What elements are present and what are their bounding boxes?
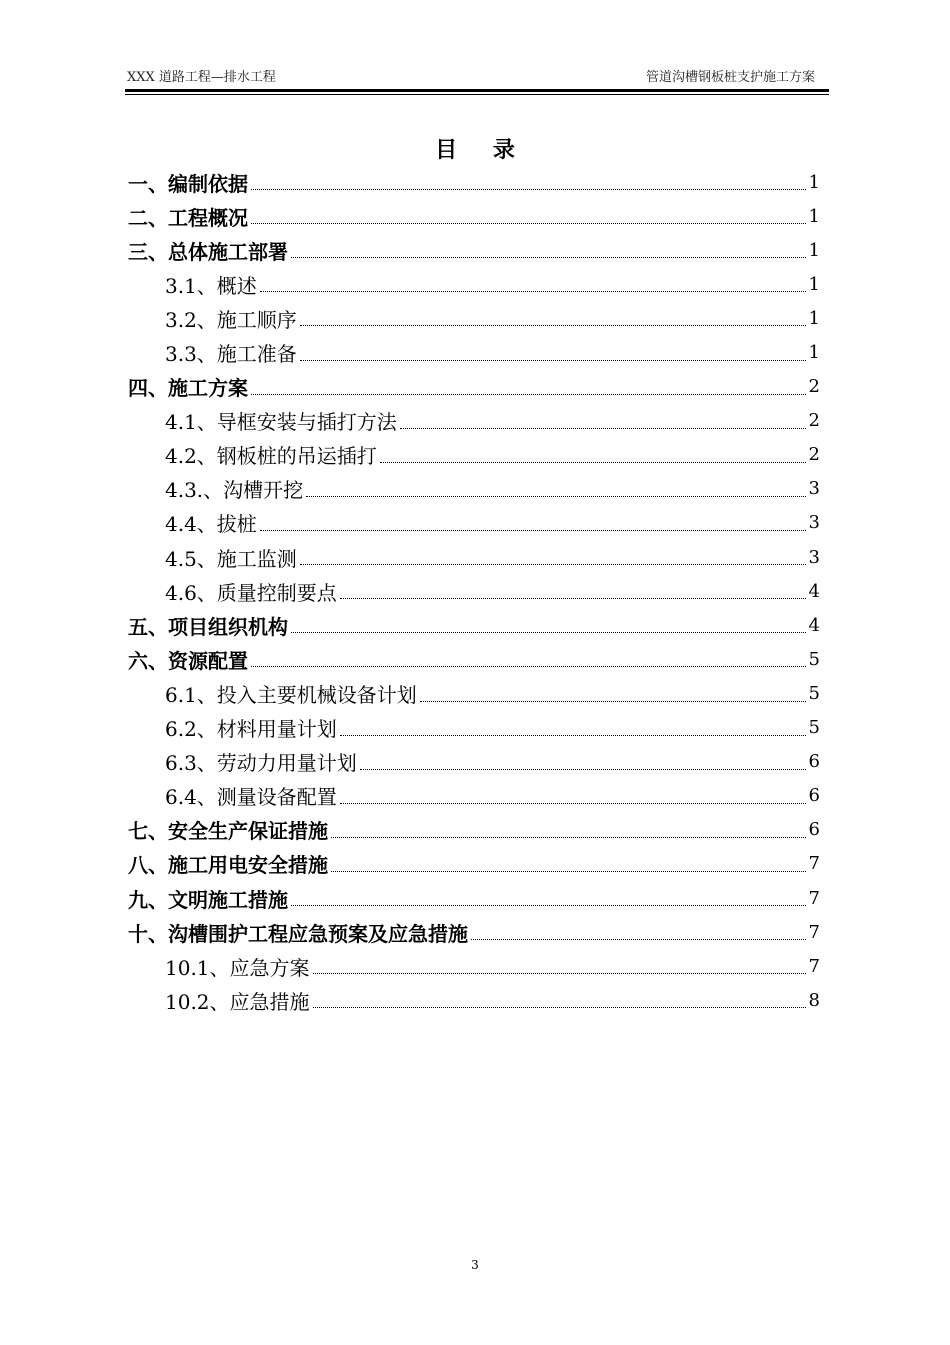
toc-entry-label: 九、文明施工措施 bbox=[128, 887, 288, 912]
toc-entry[interactable] bbox=[128, 472, 820, 506]
toc-entry[interactable] bbox=[128, 813, 820, 847]
toc-entry-page: 5 bbox=[808, 682, 820, 704]
toc-entry-label: 6.2、材料用量计划 bbox=[165, 717, 337, 742]
toc-dot-leader bbox=[340, 803, 806, 804]
toc-dot-leader bbox=[400, 428, 806, 429]
toc-dot-leader bbox=[340, 735, 806, 736]
toc-entry-label: 4.2、钢板桩的吊运插打 bbox=[165, 444, 377, 469]
toc-dot-leader bbox=[380, 462, 806, 463]
toc-entry[interactable] bbox=[128, 301, 820, 335]
toc-entry-page: 5 bbox=[808, 717, 820, 739]
toc-entry-label: 六、资源配置 bbox=[128, 648, 248, 673]
toc-dot-leader bbox=[291, 905, 806, 906]
toc-entry-label: 四、施工方案 bbox=[128, 376, 248, 401]
toc-entry-page: 2 bbox=[808, 410, 820, 432]
toc-entry-page: 1 bbox=[808, 307, 820, 329]
toc-entry-page: 7 bbox=[808, 853, 820, 875]
toc-entry-page: 6 bbox=[808, 751, 820, 773]
toc-entry[interactable] bbox=[128, 745, 820, 779]
toc-entry[interactable] bbox=[128, 574, 820, 608]
header-rule-thick bbox=[125, 89, 829, 92]
toc-entry-label: 二、工程概况 bbox=[128, 205, 248, 230]
toc-dot-leader bbox=[420, 701, 806, 702]
toc-dot-leader bbox=[260, 291, 806, 292]
toc-entry-label: 4.4、拔桩 bbox=[165, 512, 257, 537]
toc-entry[interactable] bbox=[128, 983, 820, 1017]
toc-entry-label: 4.1、导框安装与插打方法 bbox=[165, 410, 397, 435]
toc-entry[interactable] bbox=[128, 199, 820, 233]
toc-entry-label: 三、总体施工部署 bbox=[128, 239, 288, 264]
toc-entry-page: 8 bbox=[808, 989, 820, 1011]
toc-dot-leader bbox=[251, 666, 806, 667]
toc-entry-label: 3.2、施工顺序 bbox=[165, 307, 297, 332]
toc-entry[interactable] bbox=[128, 847, 820, 881]
toc-dot-leader bbox=[313, 973, 806, 974]
toc-entry-label: 3.3、施工准备 bbox=[165, 342, 297, 367]
toc-entry-label: 3.1、概述 bbox=[165, 273, 257, 298]
toc-entry[interactable] bbox=[128, 404, 820, 438]
toc-entry[interactable] bbox=[128, 267, 820, 301]
header-rule-thin bbox=[125, 94, 829, 95]
toc-title: 目 录 bbox=[435, 137, 529, 163]
toc-dot-leader bbox=[300, 325, 806, 326]
toc-entry-page: 3 bbox=[808, 478, 820, 500]
toc-entry-page: 6 bbox=[808, 819, 820, 841]
toc-entry-label: 10.2、应急措施 bbox=[165, 989, 310, 1014]
toc-entry[interactable] bbox=[128, 676, 820, 710]
toc-entry-page: 1 bbox=[808, 342, 820, 364]
toc-entry-page: 1 bbox=[808, 239, 820, 261]
toc-entry-page: 2 bbox=[808, 444, 820, 466]
toc-dot-leader bbox=[300, 360, 806, 361]
toc-entry-page: 2 bbox=[808, 376, 820, 398]
toc-entry[interactable] bbox=[128, 233, 820, 267]
toc-dot-leader bbox=[251, 189, 806, 190]
toc-dot-leader bbox=[331, 871, 806, 872]
toc-entry[interactable] bbox=[128, 335, 820, 369]
toc-entry-label: 6.4、测量设备配置 bbox=[165, 785, 337, 810]
toc-entry-page: 7 bbox=[808, 921, 820, 943]
toc-entry[interactable] bbox=[128, 881, 820, 915]
toc-entry-page: 7 bbox=[808, 955, 820, 977]
toc-entry-label: 6.1、投入主要机械设备计划 bbox=[165, 682, 417, 707]
table-of-contents bbox=[128, 165, 820, 1017]
toc-dot-leader bbox=[471, 939, 806, 940]
toc-dot-leader bbox=[306, 496, 805, 497]
toc-entry-page: 3 bbox=[808, 546, 820, 568]
toc-entry-page: 5 bbox=[808, 648, 820, 670]
header-project-name: XXX 道路工程—排水工程 bbox=[127, 70, 276, 85]
page-number: 3 bbox=[471, 1258, 479, 1272]
toc-entry-label: 4.5、施工监测 bbox=[165, 546, 297, 571]
toc-dot-leader bbox=[251, 223, 806, 224]
toc-entry-label: 4.3.、沟槽开挖 bbox=[165, 478, 304, 503]
toc-entry[interactable] bbox=[128, 779, 820, 813]
toc-entry-page: 4 bbox=[808, 614, 820, 636]
toc-entry-page: 1 bbox=[808, 171, 820, 193]
toc-entry-page: 6 bbox=[808, 785, 820, 807]
toc-entry[interactable] bbox=[128, 915, 820, 949]
toc-dot-leader bbox=[300, 564, 806, 565]
toc-entry-page: 3 bbox=[808, 512, 820, 534]
toc-dot-leader bbox=[260, 530, 806, 531]
toc-entry-label: 七、安全生产保证措施 bbox=[128, 819, 328, 844]
toc-entry-label: 10.1、应急方案 bbox=[165, 955, 310, 980]
toc-dot-leader bbox=[313, 1007, 806, 1008]
toc-entry[interactable] bbox=[128, 506, 820, 540]
toc-entry[interactable] bbox=[128, 438, 820, 472]
toc-entry-page: 1 bbox=[808, 273, 820, 295]
toc-dot-leader bbox=[340, 598, 806, 599]
toc-entry-page: 4 bbox=[808, 580, 820, 602]
header-document-title: 管道沟槽钢板桩支护施工方案 bbox=[645, 70, 815, 85]
toc-entry-label: 4.6、质量控制要点 bbox=[165, 580, 337, 605]
toc-entry-page: 7 bbox=[808, 887, 820, 909]
toc-entry-label: 八、施工用电安全措施 bbox=[128, 853, 328, 878]
toc-entry[interactable] bbox=[128, 949, 820, 983]
toc-entry-label: 十、沟槽围护工程应急预案及应急措施 bbox=[128, 921, 468, 946]
toc-entry[interactable] bbox=[128, 608, 820, 642]
toc-entry-page: 1 bbox=[808, 205, 820, 227]
toc-entry[interactable] bbox=[128, 540, 820, 574]
toc-entry-label: 6.3、劳动力用量计划 bbox=[165, 751, 357, 776]
toc-dot-leader bbox=[331, 837, 806, 838]
toc-entry[interactable] bbox=[128, 165, 820, 199]
toc-dot-leader bbox=[291, 632, 806, 633]
toc-dot-leader bbox=[251, 394, 806, 395]
toc-entry[interactable] bbox=[128, 370, 820, 404]
toc-entry[interactable] bbox=[128, 642, 820, 676]
toc-entry-label: 一、编制依据 bbox=[128, 171, 248, 196]
toc-dot-leader bbox=[360, 769, 806, 770]
toc-entry-label: 五、项目组织机构 bbox=[128, 614, 288, 639]
page-header bbox=[125, 66, 829, 86]
toc-entry[interactable] bbox=[128, 711, 820, 745]
toc-dot-leader bbox=[291, 257, 806, 258]
